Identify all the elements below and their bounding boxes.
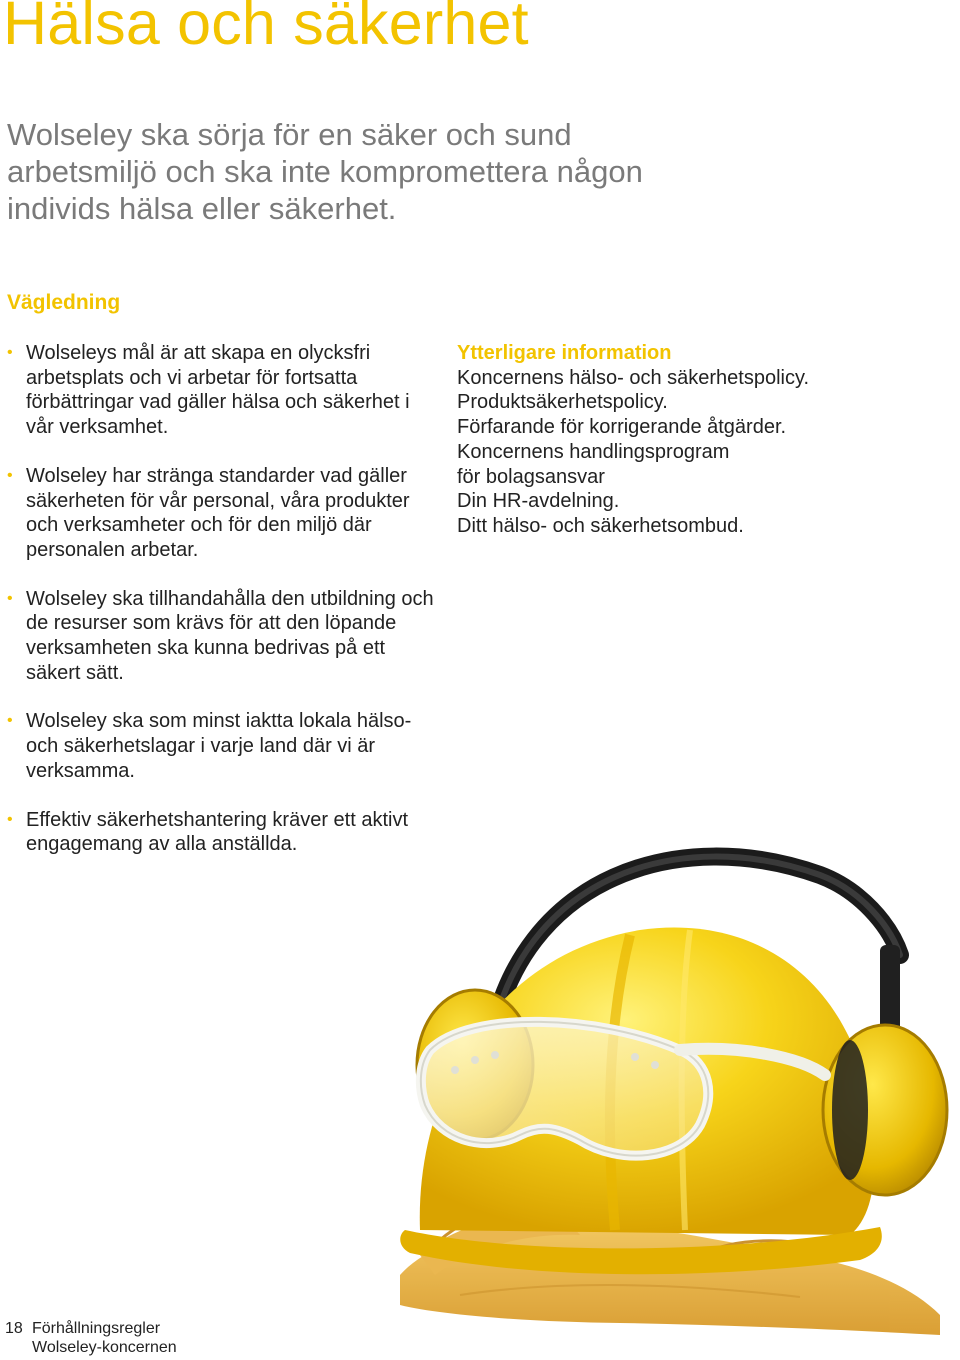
guidance-heading: Vägledning [7,291,121,314]
list-item-text: Wolseley ska som minst iaktta lokala hälso- och säkerhetslagar i varje land där vi är verksamma. [26,710,412,782]
list-item-text: Wolseleys mål är att skapa en olycksfri arbetsplats och vi arbetar för fortsatta förbättringar vad gäller hälsa och säkerhet i vår verksamhet. [26,342,410,439]
list-item [7,709,437,783]
bullet-icon: • [7,589,13,607]
more-info-line: Koncernens hälso- och säkerhetspolicy. [457,366,810,389]
footer-line-1: Förhållningsregler [32,1320,161,1337]
list-item [7,587,437,686]
list-item [7,808,437,857]
bullet-icon: • [7,344,13,361]
bullet-icon: • [7,466,13,484]
list-item [7,341,437,440]
right-earmuff [823,945,947,1195]
list-item [7,464,437,563]
page-number: 18 [5,1320,23,1337]
intro-text: Wolseley ska sörja för en säker och sund arbetsmiljö och ska inte kompromettera någon individs hälsa eller säkerhet. [7,117,643,226]
list-item-text: Effektiv säkerhetshantering kräver ett aktivt engagemang av alla anställda. [26,808,409,856]
more-info-line: Förfarande för korrigerande åtgärder. [457,416,787,439]
more-info-line: för bolagsansvar [457,465,605,488]
footer-line-2: Wolseley-koncernen [32,1339,177,1356]
list-item-text: Wolseley har stränga standarder vad gäller säkerheten för vår personal, våra produkter och verksamheter och för den miljö där personalen arbetar. [26,464,410,561]
more-info-box [457,341,897,539]
bullet-icon: • [7,810,13,828]
more-info-line: Ditt hälso- och säkerhetsombud. [457,514,744,537]
more-info-line: Din HR-avdelning. [457,490,620,513]
footer-title [32,1319,177,1357]
page-title: Hälsa och säkerhet [3,0,529,57]
more-info-line: Produktsäkerhetspolicy. [457,391,668,414]
bullet-icon: • [7,712,13,730]
more-info-line: Koncernens handlingsprogram [457,440,730,463]
safety-gear-photo [380,835,960,1345]
more-info-heading: Ytterligare information [457,342,672,364]
list-item-text: Wolseley ska tillhandahålla den utbildning och de resurser som krävs för att den löpande verksamheten ska kunna bedrivas på ett säkert sätt. [26,587,434,684]
guidance-list [7,341,437,881]
